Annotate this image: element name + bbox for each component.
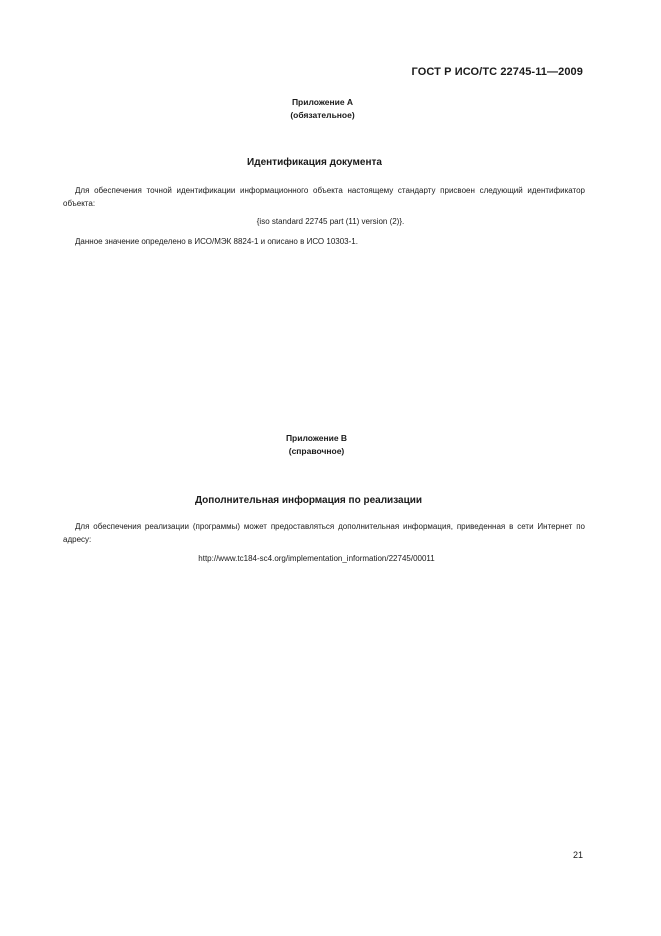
appendix-a-heading <box>0 96 653 122</box>
standard-code: ГОСТ Р ИСО/ТС 22745-11—2009 <box>411 66 583 78</box>
appendix-a-label: Приложение А <box>291 97 354 107</box>
appendix-b-paragraph-1: Для обеспечения реализации (программы) может предоставляться дополнительная информация, приведенная в сети Интернет по адресу: <box>63 522 585 544</box>
appendix-a-paragraph-1: Для обеспечения точной идентификации информационного объекта настоящему стандарту присвоен следующий идентификатор объекта: <box>63 186 585 208</box>
appendix-b-label: Приложение В <box>285 433 348 443</box>
appendix-b-title: Дополнительная информация по реализации <box>194 495 423 506</box>
appendix-a-title: Идентификация документа <box>247 157 382 168</box>
implementation-url[interactable]: http://www.tc184-sc4.org/implementation_information/22745/00011 <box>198 554 435 563</box>
page-number: 21 <box>572 850 583 860</box>
appendix-a-status: (обязательное) <box>290 110 355 120</box>
appendix-b-heading <box>0 432 647 458</box>
object-identifier: {iso standard 22745 part (11) version (2)}. <box>256 217 405 226</box>
appendix-a-paragraph-2: Данное значение определено в ИСО/МЭК 8824-1 и описано в ИСО 10303-1. <box>75 237 358 246</box>
appendix-b-status: (справочное) <box>288 446 345 456</box>
